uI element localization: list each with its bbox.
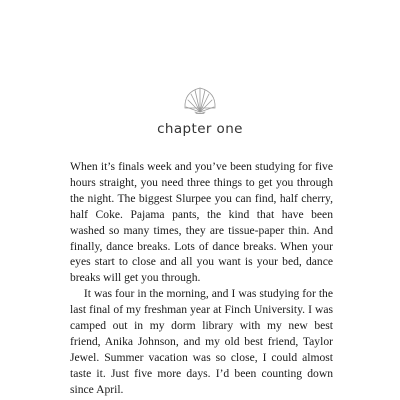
scallop-shell-icon <box>182 82 218 118</box>
paragraph: When it’s finals week and you’ve been studying for five hours straight, you need three things to get you through the night. The biggest Slurpee you can find, half cherry, half Coke. Pajama pants, the kind that have been washed so many times, they are tissue-paper thin. And finally, dance breaks. Lots of dance breaks. When your eyes start to close and all you want is your bed, dance breaks will get you through. <box>70 160 333 285</box>
chapter-heading: chapter one <box>157 121 243 137</box>
paragraph: It was four in the morning, and I was studying for the last final of my freshman year at Finch University. I was camped out in my dorm library with my new best friend, Anika Johnson, and my old best friend, Taylor Jewel. Summer vacation was so close, I could almost taste it. Just five more days. I’d been counting down since April. <box>70 287 333 396</box>
chapter-body-text <box>70 159 333 398</box>
